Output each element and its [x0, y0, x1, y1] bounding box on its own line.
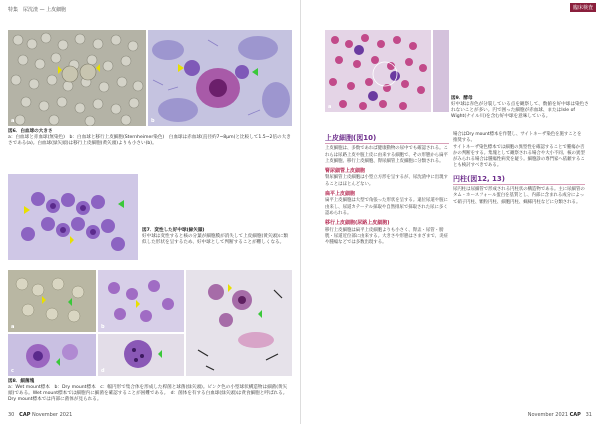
text-column-1	[325, 132, 449, 246]
fig6b-label: b	[151, 118, 155, 124]
fig8d-label: d	[101, 368, 105, 374]
fig7-caption: 好中球は変性すると核の分葉が細胞膜が消失して上皮細胞(黄矢頭)に類似した形状を呈するため、好中球として判断することが難しくなる。	[142, 234, 288, 245]
right-page	[300, 0, 600, 424]
squamous-heading: 扁平上皮細胞	[325, 191, 356, 198]
fig7-micrograph	[8, 174, 138, 260]
fig6-title: 図6．白血球の大きさ	[8, 129, 53, 134]
fig9-caption: 好中球は赤色が分裂している点を観察して、数値を好中球は染色されないことが多い。円で囲った細胞が赤血球、またはIsle of Wight(ナイル川)を含む好中球を意味している。	[451, 102, 589, 119]
cast-heading-rule	[453, 184, 585, 185]
fig8c-image	[8, 334, 96, 376]
fig8-caption: a：Wet mount標本 b：Dry mount標本 c：幅円形で集合体を形成した桿菌と球菌(緑矢頭)。ピンク色の小型球状構造物は細菌(黄矢頭)である。Wet mount標本では細胞内に細菌を確認することが困難である。 d：菌体を有する白血球(緑矢頭)は貪食細胞と呼ばれる。Dry mount標本では内部に菌体が見られる。	[8, 385, 288, 402]
fig8a-micrograph	[8, 270, 96, 332]
heading-rule	[325, 143, 449, 144]
right-brand: CAP	[569, 412, 581, 418]
epithelial-paragraph: 上皮細胞は、多数であれば健康動物の尿中でも確認される。これらは尿路上皮や腟上皮に由来する細胞で、その形態から扁平上皮細胞、移行上皮細胞、腎尿細管上皮細胞に分類される。	[325, 146, 448, 164]
fig6a-image	[8, 30, 146, 126]
squamous-paragraph: 扁平上皮細胞は大型で角張った形状を呈する。遠位尿道や腟に由来し、尿道カテーテル採取や自然排尿で採取された尿に多く認められる。	[325, 198, 448, 216]
right-page-number: 31	[585, 412, 592, 418]
fig8-title: 図8．細菌塊	[8, 379, 35, 384]
fig8c-micrograph	[8, 334, 96, 376]
right-date: November 2021	[527, 412, 569, 418]
fig8c-label: c	[11, 368, 14, 374]
fig6b-image	[148, 30, 292, 126]
fig9-caption-block	[451, 96, 591, 120]
left-brand: CAP	[19, 412, 31, 418]
fig9-title: 図9．酵母	[451, 96, 473, 101]
fig8b-micrograph	[98, 270, 184, 332]
fig6a-label: a	[11, 118, 15, 124]
fig8d-image	[98, 334, 184, 376]
fig7-title: 図7．変性した好中球(緑矢頭)	[142, 228, 205, 233]
fig6a-micrograph	[8, 30, 146, 126]
fig7-image	[8, 174, 138, 260]
cast-paragraph: 尿円柱は尿細管で形成される円柱状の構造物である。主に尿細管のタム・ホースフォール蛋白を基質とし、内部に含まれる成分によって硝子円柱、顆粒円柱、細胞円柱、蝋様円柱などに分類される。	[453, 187, 585, 205]
fig6-caption-block	[8, 129, 292, 147]
transitional-heading: 移行上皮細胞(尿路上皮細胞)	[325, 220, 390, 227]
fig8a-label: a	[11, 324, 15, 330]
fig8-caption-block	[8, 379, 292, 403]
fig8-right-image	[186, 270, 292, 376]
fig8-right-micrograph	[186, 270, 292, 376]
cast-heading: 円柱(図12, 13)	[453, 174, 505, 183]
fig7-caption-block	[142, 228, 292, 246]
running-header: 特集 尿沈渣 — 上皮細胞	[8, 7, 67, 13]
transitional-paragraph: 移行上皮細胞は扁平上皮細胞よりも小さく、腎盂・尿管・膀胱・尿道近位部に由来する。大きさや形態はさまざまで、炎症や腫瘍などでは多数出現する。	[325, 227, 448, 246]
fig9-image	[325, 30, 431, 112]
renal-paragraph: 腎尿細管上皮細胞は小型立方形を呈するが、尿沈渣中に出現することはほとんどない。	[325, 175, 448, 187]
left-page-number: 30	[8, 412, 15, 418]
fig6-caption: a：白血球と赤血球(無染色) b：白血球と移行上皮細胞(Sternheimer染色) 白血球は赤血球(直径約7~8μm)と比較して1.5~2倍の大きさである(a)。白血球(緑矢頭)は移行上皮細胞(黄矢頭)よりも小さい(b)。	[8, 135, 291, 146]
fig9b-image	[433, 30, 449, 112]
section-tag: 臨床検査	[570, 3, 596, 12]
fig9-label-a: a	[328, 104, 332, 110]
fig6b-micrograph	[148, 30, 292, 126]
left-footer	[8, 412, 72, 418]
renal-heading: 腎尿細管上皮細胞	[325, 168, 366, 175]
left-date: November 2021	[31, 412, 73, 418]
fig8a-image	[8, 270, 96, 332]
col2-paragraph-b: サイトネーザ染色標本では細胞の異型性を確認することで腫瘍か否かの判断をする。集塊として観察される場合や大小不同、核の異型がみられる場合は腫瘍性病変を疑う。細胞診の専門家へ依頼することも検討すべきである。	[453, 144, 585, 169]
right-footer	[528, 412, 592, 418]
epithelial-heading: 上皮細胞(図10)	[325, 134, 377, 142]
fig8b-label: b	[101, 324, 105, 330]
fig9-micrograph	[325, 30, 431, 112]
col2-paragraph-a: 場合はDry mount標本を作製し、サイトネーザ染色を施すことを推奨する。	[453, 132, 582, 144]
fig8d-micrograph	[98, 334, 184, 376]
text-column-2	[453, 132, 585, 206]
fig8b-image	[98, 270, 184, 332]
